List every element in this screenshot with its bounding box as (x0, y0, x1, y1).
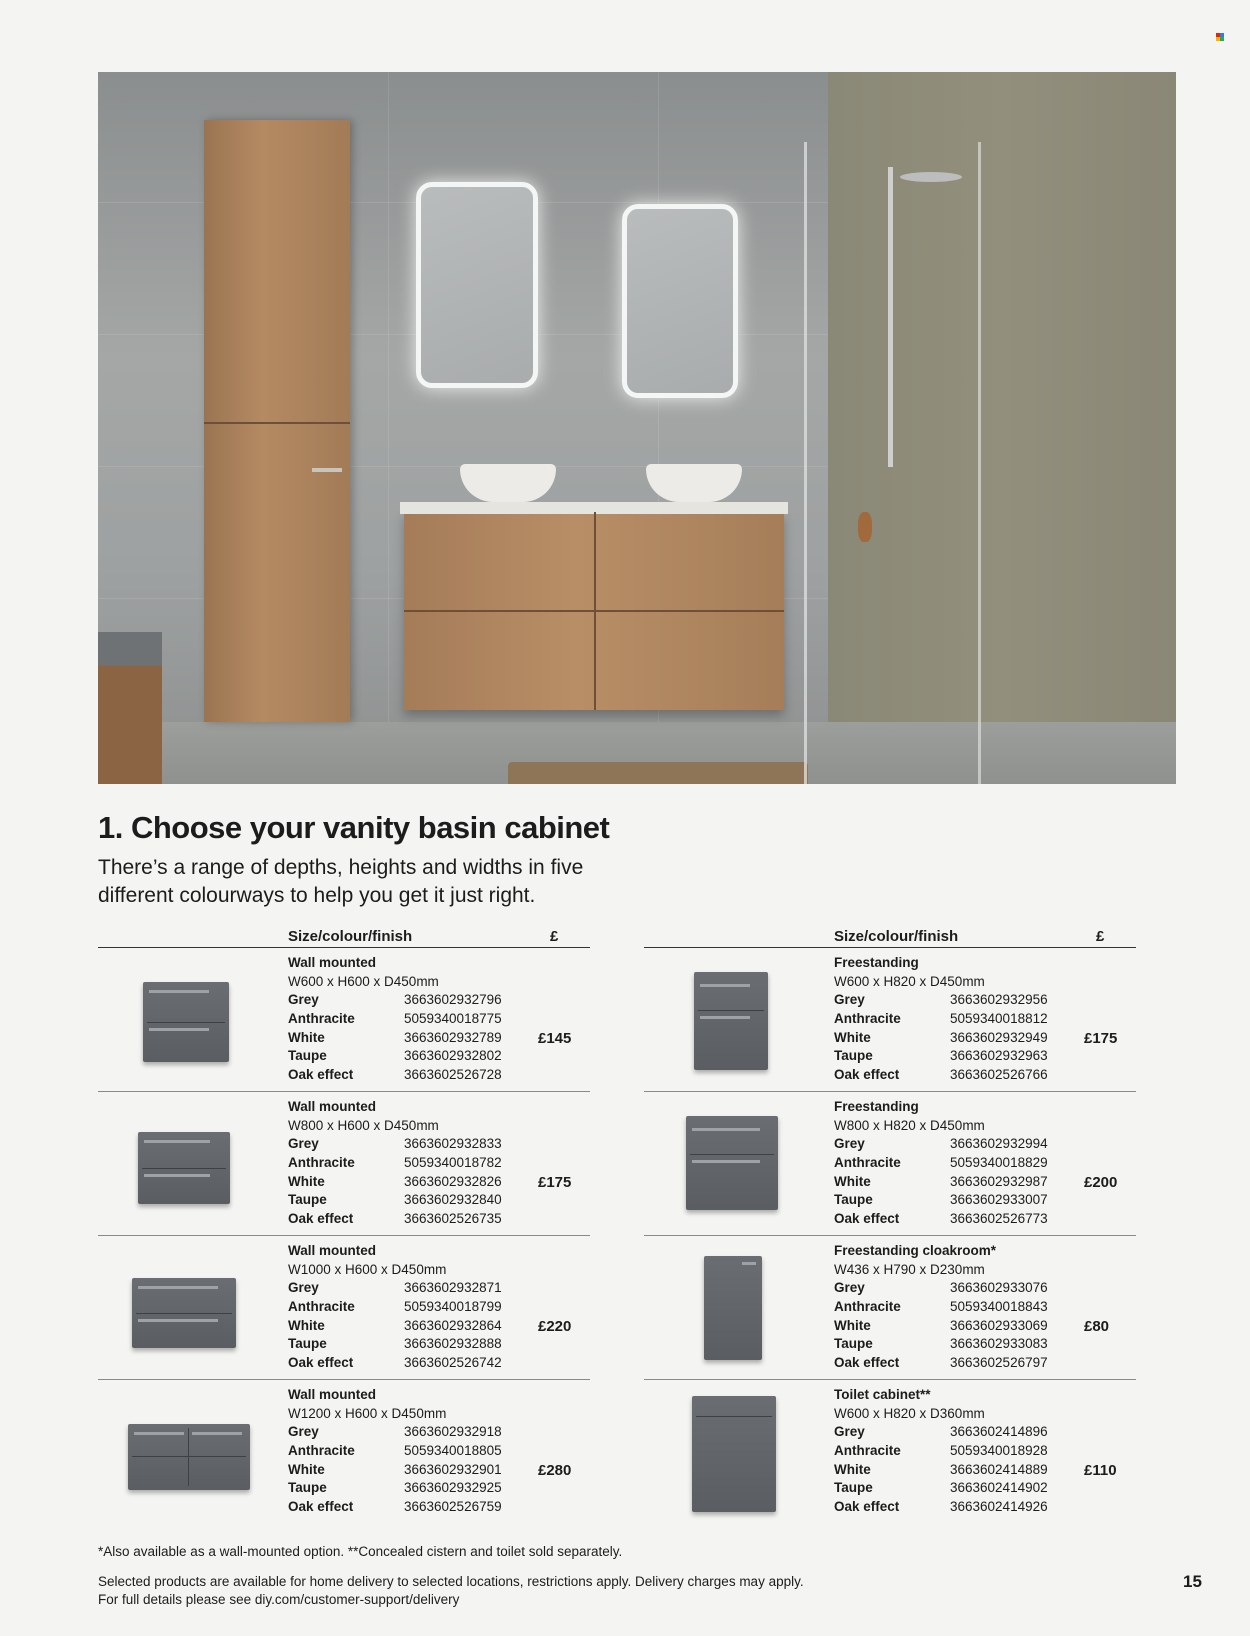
table-row: Wall mounted W1200 x H600 x D450mm Grey 3663602932918 Anthracite 5059340018805 White 3663602932901 Taupe 3663602932925 Oak effect 3663602526759 £280 (98, 1380, 590, 1524)
cabinet-image (674, 1400, 804, 1504)
page-number: 15 (1183, 1572, 1202, 1591)
cabinet-image (674, 1256, 804, 1360)
brand-logo (1216, 33, 1224, 41)
price: £280 (538, 1462, 572, 1479)
bathroom-photo (98, 72, 1176, 784)
wall-mounted-table (98, 924, 590, 1524)
table-row: Freestanding cloakroom* W436 x H790 x D230mm Grey 3663602933076 Anthracite 5059340018843 White 3663602933069 Taupe 3663602933083 Oak effect 3663602526797 £80 (644, 1236, 1136, 1380)
table-header: Size/colour/finish £ (644, 924, 1136, 948)
footnote: *Also available as a wall-mounted option. **Concealed cistern and toilet sold separately. (98, 1544, 623, 1559)
table-row: Freestanding W600 x H820 x D450mm Grey 3663602932956 Anthracite 5059340018812 White 3663602932949 Taupe 3663602932963 Oak effect 3663602526766 £175 (644, 948, 1136, 1092)
table-row: Wall mounted W800 x H600 x D450mm Grey 3663602932833 Anthracite 5059340018782 White 3663602932826 Taupe 3663602932840 Oak effect 3663602526735 £175 (98, 1092, 590, 1236)
intro-text: There’s a range of depths, heights and widths in five different colourways to help you get it just right. (98, 856, 584, 907)
price: £80 (1084, 1318, 1110, 1335)
price: £145 (538, 1030, 572, 1047)
price: £110 (1084, 1462, 1117, 1479)
table-row: Wall mounted W600 x H600 x D450mm Grey 3663602932796 Anthracite 5059340018775 White 3663602932789 Taupe 3663602932802 Oak effect 3663602526728 £145 (98, 948, 590, 1092)
freestanding-table (644, 924, 1136, 1524)
cabinet-image (128, 968, 258, 1072)
table-row: Wall mounted W1000 x H600 x D450mm Grey 3663602932871 Anthracite 5059340018799 White 3663602932864 Taupe 3663602932888 Oak effect 3663602526742 £220 (98, 1236, 590, 1380)
price: £175 (1084, 1030, 1118, 1047)
table-row: Toilet cabinet** W600 x H820 x D360mm Grey 3663602414896 Anthracite 5059340018928 White 3663602414889 Taupe 3663602414902 Oak effect 3663602414926 £110 (644, 1380, 1136, 1524)
delivery-note: Selected products are available for home delivery to selected locations, restrictions apply. Delivery charges may apply. For full details please see diy.com/customer-support/delivery (98, 1574, 804, 1607)
cabinet-image (128, 1400, 258, 1504)
table-row: Freestanding W800 x H820 x D450mm Grey 3663602932994 Anthracite 5059340018829 White 3663602932987 Taupe 3663602933007 Oak effect 3663602526773 £200 (644, 1092, 1136, 1236)
price: £200 (1084, 1174, 1118, 1191)
price: £175 (538, 1174, 572, 1191)
cabinet-image (674, 968, 804, 1072)
cabinet-image (128, 1112, 258, 1216)
cabinet-image (674, 1112, 804, 1216)
price: £220 (538, 1318, 572, 1335)
page-title: 1. Choose your vanity basin cabinet (98, 810, 610, 845)
cabinet-image (128, 1256, 258, 1360)
table-header: Size/colour/finish £ (98, 924, 590, 948)
delivery-link[interactable]: For full details please see diy.com/customer-support/delivery (98, 1592, 460, 1607)
